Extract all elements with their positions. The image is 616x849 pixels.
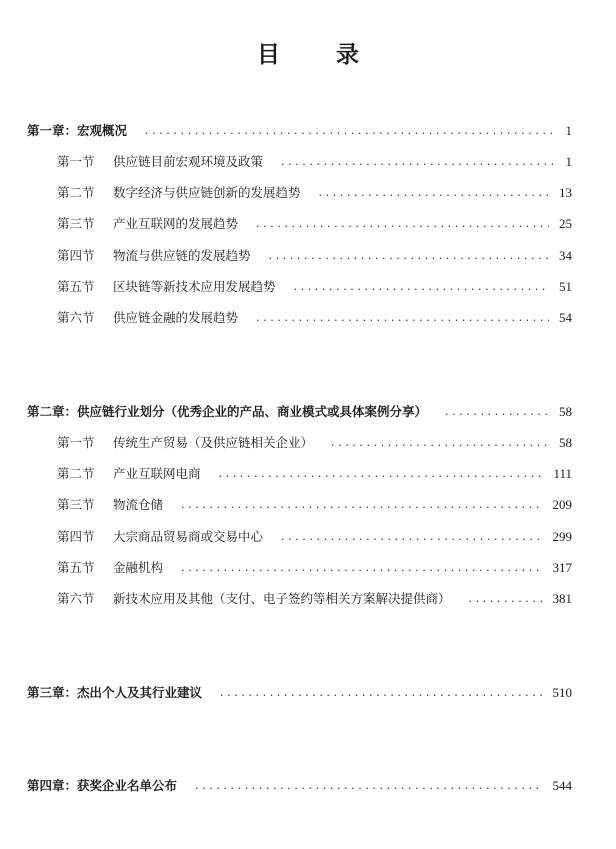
dot-leader: [281, 152, 555, 172]
toc-section-2-3[interactable]: [57, 495, 572, 515]
section-label: 物流与供应链的发展趋势: [113, 248, 251, 263]
page-number: 51: [559, 279, 572, 294]
section-number: 第二节: [57, 185, 95, 200]
page-number: 54: [559, 310, 572, 325]
toc-section-2-6[interactable]: [57, 589, 572, 609]
chapter-label: 第四章：获奖企业名单公布: [27, 778, 178, 793]
page-number: 13: [559, 185, 572, 200]
page-number: 58: [559, 404, 572, 419]
page-number: 1: [565, 123, 572, 138]
dot-leader: [181, 558, 542, 578]
dot-leader: [145, 121, 555, 141]
section-label: 区块链等新技术应用发展趋势: [113, 279, 276, 294]
page-number: 58: [559, 435, 572, 450]
toc-section-2-5[interactable]: [57, 558, 572, 578]
dot-leader: [195, 776, 542, 796]
toc-chapter-1[interactable]: [27, 121, 572, 141]
toc-section-1-3[interactable]: [57, 214, 572, 234]
page-number: 25: [559, 216, 572, 231]
toc-section-1-1[interactable]: [57, 152, 572, 172]
dot-leader: [294, 277, 549, 297]
section-label: 供应链目前宏观环境及政策: [113, 154, 264, 169]
toc-section-1-4[interactable]: [57, 246, 572, 266]
toc-section-1-5[interactable]: [57, 277, 572, 297]
chapter-label: 第一章：宏观概况: [27, 123, 128, 138]
dot-leader: [469, 589, 543, 609]
dot-leader: [445, 402, 549, 422]
section-number: 第四节: [57, 248, 95, 263]
page-number: 1: [565, 154, 572, 169]
toc-section-1-2[interactable]: [57, 183, 572, 203]
section-number: 第六节: [57, 591, 95, 606]
section-label: 物流仓储: [113, 497, 164, 512]
section-label: 新技术应用及其他（支付、电子签约等相关方案解决提供商）: [113, 591, 451, 606]
section-label: 供应链金融的发展趋势: [113, 310, 239, 325]
page-number: 381: [552, 591, 572, 606]
dot-leader: [256, 308, 549, 328]
section-label: 产业互联网电商: [113, 466, 201, 481]
dot-leader: [256, 214, 549, 234]
page-number: 299: [552, 529, 572, 544]
section-label: 数字经济与供应链创新的发展趋势: [113, 185, 301, 200]
toc-chapter-2[interactable]: [27, 402, 572, 422]
toc-section-2-2[interactable]: [57, 464, 572, 484]
dot-leader: [181, 495, 542, 515]
section-number: 第一节: [57, 435, 95, 450]
section-number: 第一节: [57, 154, 95, 169]
toc-section-2-4[interactable]: [57, 527, 572, 547]
page-number: 209: [552, 497, 572, 512]
section-label: 传统生产贸易（及供应链相关企业）: [113, 435, 314, 450]
section-number: 第四节: [57, 529, 95, 544]
dot-leader: [319, 183, 549, 203]
page-number: 510: [552, 685, 572, 700]
section-number: 第二节: [57, 466, 95, 481]
dot-leader: [220, 683, 542, 703]
dot-leader: [281, 527, 542, 547]
dot-leader: [331, 433, 549, 453]
section-number: 第五节: [57, 560, 95, 575]
dot-leader: [219, 464, 544, 484]
section-number: 第六节: [57, 310, 95, 325]
section-number: 第五节: [57, 279, 95, 294]
section-label: 产业互联网的发展趋势: [113, 216, 239, 231]
toc-title: 目 录: [256, 42, 383, 68]
page-number: 34: [559, 248, 572, 263]
section-label: 金融机构: [113, 560, 164, 575]
dot-leader: [269, 246, 549, 266]
section-number: 第三节: [57, 497, 95, 512]
page-number: 317: [552, 560, 572, 575]
section-number: 第三节: [57, 216, 95, 231]
toc-section-1-6[interactable]: [57, 308, 572, 328]
page-number: 544: [552, 778, 572, 793]
section-label: 大宗商品贸易商或交易中心: [113, 529, 264, 544]
page-number: 111: [553, 466, 572, 481]
chapter-label: 第二章：供应链行业划分（优秀企业的产品、商业模式或具体案例分享）: [27, 404, 428, 419]
toc-section-2-1[interactable]: [57, 433, 572, 453]
toc-chapter-3[interactable]: [27, 683, 572, 703]
chapter-label: 第三章：杰出个人及其行业建议: [27, 685, 203, 700]
toc-chapter-4[interactable]: [27, 776, 572, 796]
